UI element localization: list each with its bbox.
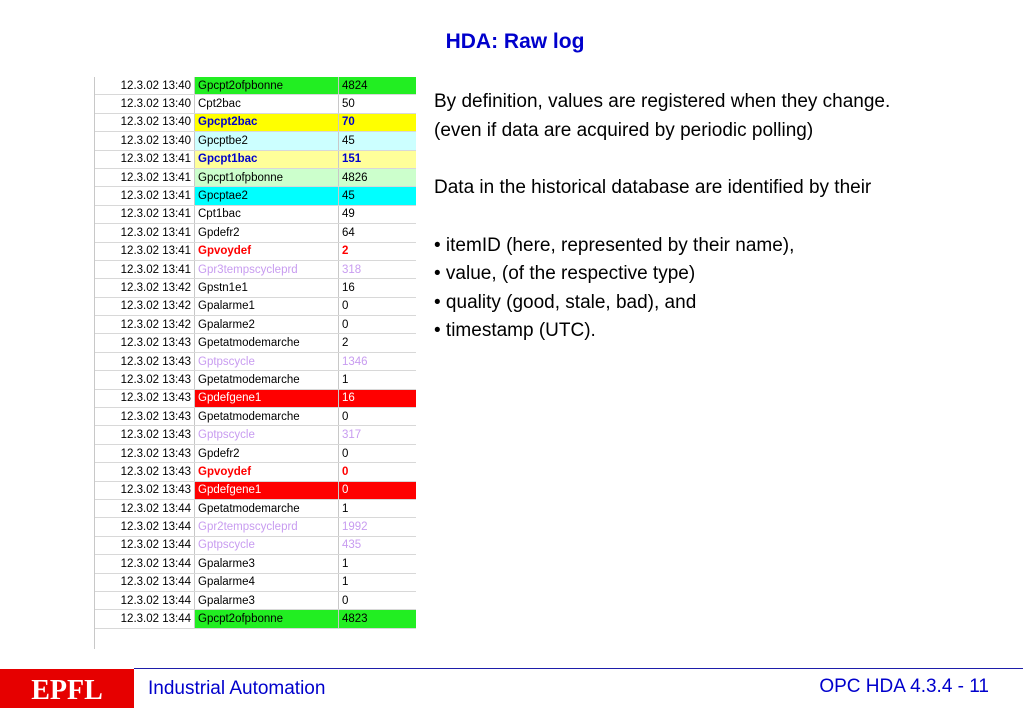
item-value-cell: 1 bbox=[339, 573, 417, 591]
item-name-cell: Gpdefgene1 bbox=[195, 481, 339, 499]
timestamp-cell: 12.3.02 13:43 bbox=[95, 481, 195, 499]
item-value-cell: 0 bbox=[339, 591, 417, 609]
item-value-cell: 1992 bbox=[339, 518, 417, 536]
timestamp-cell: 12.3.02 13:41 bbox=[95, 242, 195, 260]
item-name-cell: Gpvoydef bbox=[195, 242, 339, 260]
item-name-cell: Gpetatmodemarche bbox=[195, 408, 339, 426]
table-row bbox=[95, 150, 416, 168]
item-name-cell: Gptpscycle bbox=[195, 352, 339, 370]
item-name-cell: Gpcptae2 bbox=[195, 187, 339, 205]
bullet-quality: • quality (good, stale, bad), and bbox=[434, 291, 697, 313]
epfl-logo-mark bbox=[25, 674, 109, 704]
item-name-cell: Gpetatmodemarche bbox=[195, 334, 339, 352]
timestamp-cell: 12.3.02 13:41 bbox=[95, 187, 195, 205]
item-name-cell: Gpalarme3 bbox=[195, 591, 339, 609]
table-row bbox=[95, 187, 416, 205]
item-value-cell: 0 bbox=[339, 297, 417, 315]
timestamp-cell: 12.3.02 13:44 bbox=[95, 499, 195, 517]
table-row bbox=[95, 334, 416, 352]
timestamp-cell: 12.3.02 13:44 bbox=[95, 610, 195, 628]
item-value-cell: 45 bbox=[339, 132, 417, 150]
timestamp-cell: 12.3.02 13:44 bbox=[95, 518, 195, 536]
item-name-cell: Gpalarme4 bbox=[195, 573, 339, 591]
item-name-cell: Cpt1bac bbox=[195, 205, 339, 223]
item-value-cell: 435 bbox=[339, 536, 417, 554]
table-row bbox=[95, 95, 416, 113]
table-row bbox=[95, 481, 416, 499]
text-line-1: By definition, values are registered when they change. bbox=[434, 91, 891, 112]
item-name-cell: Gptpscycle bbox=[195, 536, 339, 554]
timestamp-cell: 12.3.02 13:42 bbox=[95, 316, 195, 334]
table-row bbox=[95, 555, 416, 573]
item-name-cell: Gpvoydef bbox=[195, 463, 339, 481]
item-value-cell: 1 bbox=[339, 371, 417, 389]
table-row bbox=[95, 371, 416, 389]
timestamp-cell: 12.3.02 13:41 bbox=[95, 205, 195, 223]
item-value-cell: 4824 bbox=[339, 77, 417, 95]
table-row bbox=[95, 224, 416, 242]
item-value-cell: 50 bbox=[339, 95, 417, 113]
timestamp-cell: 12.3.02 13:40 bbox=[95, 77, 195, 95]
item-name-cell: Gptpscycle bbox=[195, 426, 339, 444]
log-body bbox=[95, 77, 416, 628]
item-value-cell: 0 bbox=[339, 316, 417, 334]
raw-log-table bbox=[94, 77, 416, 649]
item-name-cell: Gpstn1e1 bbox=[195, 279, 339, 297]
timestamp-cell: 12.3.02 13:44 bbox=[95, 536, 195, 554]
item-name-cell: Gpetatmodemarche bbox=[195, 499, 339, 517]
item-name-cell: Gpr3tempscycleprd bbox=[195, 260, 339, 278]
item-value-cell: 16 bbox=[339, 389, 417, 407]
text-line-2: (even if data are acquired by periodic polling) bbox=[434, 119, 814, 141]
table-row bbox=[95, 499, 416, 517]
item-value-cell: 1346 bbox=[339, 352, 417, 370]
table-row bbox=[95, 444, 416, 462]
item-value-cell: 4826 bbox=[339, 168, 417, 186]
table-row bbox=[95, 352, 416, 370]
timestamp-cell: 12.3.02 13:44 bbox=[95, 591, 195, 609]
timestamp-cell: 12.3.02 13:43 bbox=[95, 352, 195, 370]
table-row bbox=[95, 463, 416, 481]
item-name-cell: Gpalarme2 bbox=[195, 316, 339, 334]
svg-text:EPFL: EPFL bbox=[31, 674, 103, 704]
table-row bbox=[95, 132, 416, 150]
item-name-cell: Gpr2tempscycleprd bbox=[195, 518, 339, 536]
item-value-cell: 0 bbox=[339, 463, 417, 481]
table-row bbox=[95, 168, 416, 186]
timestamp-cell: 12.3.02 13:43 bbox=[95, 371, 195, 389]
table-row bbox=[95, 316, 416, 334]
item-value-cell: 1 bbox=[339, 499, 417, 517]
timestamp-cell: 12.3.02 13:43 bbox=[95, 444, 195, 462]
table-row bbox=[95, 591, 416, 609]
timestamp-cell: 12.3.02 13:42 bbox=[95, 279, 195, 297]
item-value-cell: 0 bbox=[339, 444, 417, 462]
item-value-cell: 16 bbox=[339, 279, 417, 297]
table-row bbox=[95, 573, 416, 591]
table-row bbox=[95, 242, 416, 260]
timestamp-cell: 12.3.02 13:40 bbox=[95, 132, 195, 150]
timestamp-cell: 12.3.02 13:41 bbox=[95, 168, 195, 186]
slide-title: HDA: Raw log bbox=[445, 30, 585, 53]
timestamp-cell: 12.3.02 13:44 bbox=[95, 573, 195, 591]
table-row bbox=[95, 77, 416, 95]
table-row bbox=[95, 260, 416, 278]
item-name-cell: Cpt2bac bbox=[195, 95, 339, 113]
table-row bbox=[95, 536, 416, 554]
item-name-cell: Gpalarme3 bbox=[195, 555, 339, 573]
epfl-logo bbox=[0, 669, 134, 708]
item-value-cell: 0 bbox=[339, 481, 417, 499]
timestamp-cell: 12.3.02 13:43 bbox=[95, 334, 195, 352]
item-value-cell: 1 bbox=[339, 555, 417, 573]
table-row bbox=[95, 426, 416, 444]
table-row bbox=[95, 297, 416, 315]
item-name-cell: Gpalarme1 bbox=[195, 297, 339, 315]
item-value-cell: 317 bbox=[339, 426, 417, 444]
footer-divider bbox=[134, 668, 1023, 669]
table-row bbox=[95, 113, 416, 131]
item-value-cell: 2 bbox=[339, 334, 417, 352]
table-row bbox=[95, 279, 416, 297]
item-value-cell: 49 bbox=[339, 205, 417, 223]
timestamp-cell: 12.3.02 13:41 bbox=[95, 260, 195, 278]
item-name-cell: Gpdefr2 bbox=[195, 444, 339, 462]
item-name-cell: Gpcpt1bac bbox=[195, 150, 339, 168]
table-row bbox=[95, 518, 416, 536]
bullet-timestamp: • timestamp (UTC). bbox=[434, 320, 596, 341]
bullet-item-id: • itemID (here, represented by their name), bbox=[434, 234, 795, 256]
item-name-cell: Gpdefgene1 bbox=[195, 389, 339, 407]
item-value-cell: 4823 bbox=[339, 610, 417, 628]
item-name-cell: Gpcpt1ofpbonne bbox=[195, 168, 339, 186]
timestamp-cell: 12.3.02 13:40 bbox=[95, 95, 195, 113]
table-row bbox=[95, 610, 416, 628]
item-name-cell: Gpetatmodemarche bbox=[195, 371, 339, 389]
item-name-cell: Gpcpt2bac bbox=[195, 113, 339, 131]
bullet-value: • value, (of the respective type) bbox=[434, 263, 696, 284]
timestamp-cell: 12.3.02 13:40 bbox=[95, 113, 195, 131]
item-value-cell: 318 bbox=[339, 260, 417, 278]
timestamp-cell: 12.3.02 13:44 bbox=[95, 555, 195, 573]
item-name-cell: Gpcptbe2 bbox=[195, 132, 339, 150]
text-line-3: Data in the historical database are identified by their bbox=[434, 177, 872, 198]
footer-course-title: Industrial Automation bbox=[148, 678, 326, 699]
item-value-cell: 0 bbox=[339, 408, 417, 426]
timestamp-cell: 12.3.02 13:41 bbox=[95, 150, 195, 168]
table-row bbox=[95, 205, 416, 223]
timestamp-cell: 12.3.02 13:43 bbox=[95, 426, 195, 444]
timestamp-cell: 12.3.02 13:43 bbox=[95, 389, 195, 407]
item-value-cell: 64 bbox=[339, 224, 417, 242]
item-name-cell: Gpdefr2 bbox=[195, 224, 339, 242]
footer-page-number: OPC HDA 4.3.4 - 11 bbox=[819, 676, 989, 697]
table-row bbox=[95, 408, 416, 426]
item-value-cell: 2 bbox=[339, 242, 417, 260]
item-name-cell: Gpcpt2ofpbonne bbox=[195, 610, 339, 628]
timestamp-cell: 12.3.02 13:43 bbox=[95, 463, 195, 481]
item-value-cell: 151 bbox=[339, 150, 417, 168]
table-row bbox=[95, 389, 416, 407]
item-value-cell: 70 bbox=[339, 113, 417, 131]
item-name-cell: Gpcpt2ofpbonne bbox=[195, 77, 339, 95]
timestamp-cell: 12.3.02 13:41 bbox=[95, 224, 195, 242]
explanation-text bbox=[434, 88, 1019, 346]
timestamp-cell: 12.3.02 13:43 bbox=[95, 408, 195, 426]
timestamp-cell: 12.3.02 13:42 bbox=[95, 297, 195, 315]
item-value-cell: 45 bbox=[339, 187, 417, 205]
